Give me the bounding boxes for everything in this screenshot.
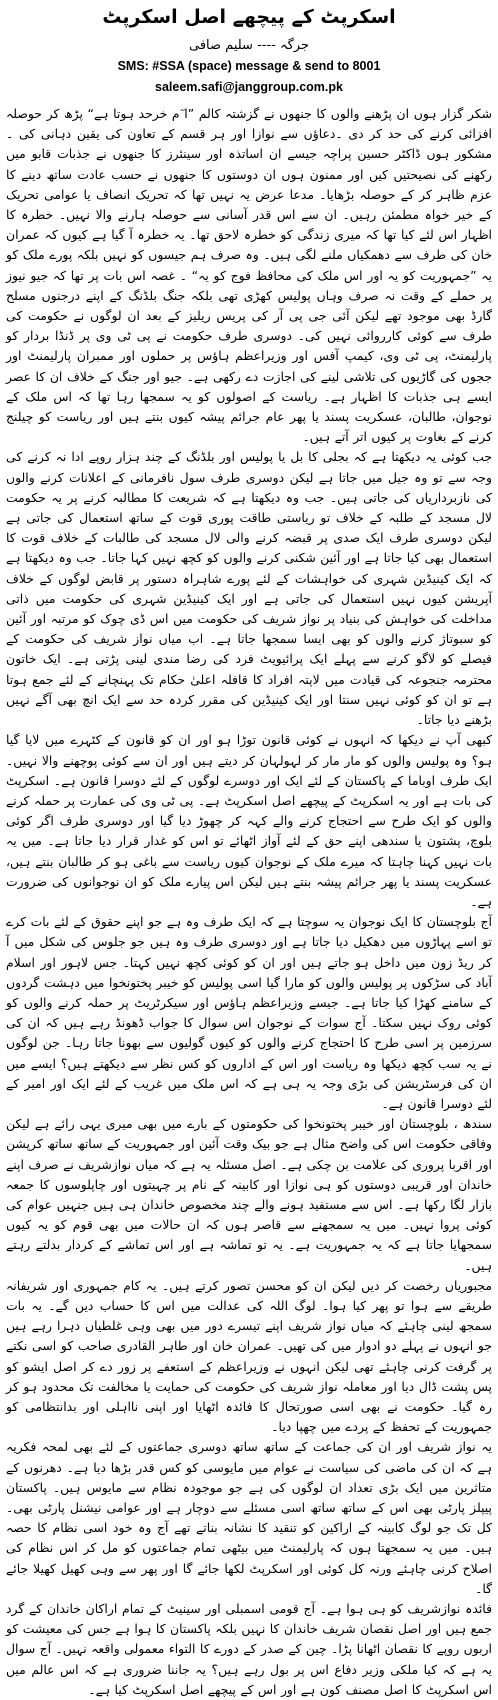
article-paragraph: یہ نواز شریف اور ان کی جماعت کے ساتھ ساتھ دوسری جماعتوں کے لئے بھی لمحہ فکریہ ہے کہ ان کی ماضی کی سیاست نے عوام میں مایوسی کو کس قدر بڑھا دیا ہے۔ دھرنوں کے متاثرین میں ایک بڑی تعداد ان لوگوں کی ہے جو موجودہ نظام سے مایوس ہیں۔ پاکستان پیپلز پارٹی بھی اس کے ساتھ ساتھ اسی مسئلے سے دوچار ہے اور عوامی نیشنل پارٹی بھی۔ کل تک جو لوگ کابینہ کے اراکین کو تنقید کا نشانہ بناتے تھے آج وہ خود اسی نظام کا حصہ ہیں۔ میں یہ سمجھتا ہوں کہ پارلیمنٹ میں بیٹھی تمام جماعتوں کو مل کر اس نظام کی اصلاح کرنی چاہئے ورنہ کل کوئی اور اسکرپٹ لکھا جائے گا اور پھر سے وہی کھیل کھیلا جائے گا۔ — [6, 1439, 492, 1596]
byline-separator: ---- — [257, 38, 276, 53]
article-body — [6, 104, 492, 1697]
article-paragraph: مجبوریاں رخصت کر دیں لیکن ان کو محسن تصور کرتے ہیں۔ یہ کام جمہوری اور شریفانہ طریقے سے ہوا تو پھر کیا ہوا۔ لوگ اللہ کی عدالت میں اس کا حساب دیں گے۔ یہ بات سمجھ لینی چاہئے کہ میاں نواز شریف اپنے تیسرے دور میں بھی وہی غلطیاں دہرا رہے ہیں جو انہوں نے پہلے دو ادوار میں کی تھیں۔ عمران خان اور طاہر القادری صاحب کو اسی نکتے پر گرفت کرنی چاہئے تھی لیکن انہوں نے وزیراعظم کے استعفے پر زور دے کر اصل ایشو کو پس پشت ڈال دیا اور معاملہ نواز شریف کی حکومت کی حمایت یا مخالفت تک محدود ہو کر رہ گیا۔ حکومت نے بھی اسی صورتحال کا فائدہ اٹھایا اور اپنی نااہلی اور بدانتظامی کو جمہوریت کے تحفظ کے پردے میں چھپا دیا۔ — [6, 1277, 492, 1435]
section-label: جرگہ — [279, 38, 309, 53]
article-paragraph: جب کوئی یہ دیکھتا ہے کہ بجلی کا بل یا پولیس اور بلڈنگ کے چند ہزار روپے ادا نہ کرنے کی وجہ سے تو وہ جیل میں جاتا ہے لیکن دوسری طرف سول نافرمانی کے اعلانات کرنے والوں کی نازبرداریاں کی جاتی ہیں۔ جب وہ دیکھتا ہے کہ شریعت کا مطالبہ کرنے پر یہ حکومت لال مسجد کے طلبہ کے خلاف تو ریاستی طاقت پوری قوت کے ساتھ استعمال کی جاتی ہے لیکن دوسری طرف ایک صدی پر قبضہ کرنے والی لال مسجد کی طالبات کے خلاف قوت کا استعمال بھی کیا جاتا ہے اور آئین شکنی کرنے والوں کو کچھ نہیں کہا جاتا۔ جب وہ دیکھتا ہے کہ ایک کینیڈین شہری کی خواہشات کے لئے پورے شاہراہ دستور پر قابض لوگوں کے خلاف آپریشن کیوں نہیں استعمال کی جاتی ہے اور ایک کینیڈین شہری کی حکومت میں ذاتی مداخلت کی خواہش کی بنیاد پر نواز شریف کی حکومت میں اس ڈی چوک کو مرتبہ اور آئین کو سبوتاژ کرنے والوں کو بھی ایسا سمجھا جاتا ہے۔ اب میاں نواز شریف کی حکومت کے فیصلے کو لاگو کرنے سے پہلے ایک پرائیویٹ فرد کی رضا مندی لینی پڑتی ہے۔ ایک خاتون محترمہ جنجوعہ کی قیادت میں لاپتہ افراد کا قافلہ اعلیٰ حکام تک پہنچانے کے لئے جمع ہوتا ہے تو ان کو کوئی نہیں سنتا اور ایک کینیڈین کی مقرر کردہ حد سے ایک انچ بھی آگے نہیں بڑھنے دیا جاتا۔ — [6, 449, 492, 728]
article-paragraph: کبھی آپ نے دیکھا کہ انہوں نے کوئی قانون توڑا ہو اور ان کو قانون کے کٹہرے میں لایا گیا ہو؟ وہ پولیس والوں کو مار مار کر لہولہان کر دیتے ہیں اور ان سے کوئی پوچھنے والا نہیں۔ ایک طرف اوباما کے پاکستان کے لئے ایک اور دوسرے لوگوں کے لئے دوسرا قانون ہے۔ اسکرپٹ کی بات ہے اور یہ اسکرپٹ کے پیچھے اصل اسکرپٹ ہے۔ پی ٹی وی کی عمارت پر حملہ کرنے والوں کو ایک طرح سے احتجاج کرنے والے کہہ کر چھوڑ دیا گیا اور دوسری طرف اگر کوئی بلوچ، پشتون یا سندھی اپنے حق کے لئے آواز اٹھائے تو اس کو غدار قرار دیا جاتا ہے۔ میں یہ بات نہیں کہنا چاہتا کہ میرے ملک کے نوجوان کیوں ریاست سے باغی ہو کر طالبان بنتے ہیں، عسکریت پسند یا پھر جرائم پیشہ بنتے ہیں لیکن اس پیارے ملک کو ان نوجوانوں کی ضرورت ہے۔ — [6, 732, 492, 909]
author-name: سلیم صافی — [188, 38, 253, 53]
article-paragraph: آج بلوچستان کا ایک نوجوان یہ سوچتا ہے کہ ایک طرف وہ ہے جو اپنے حقوق کے لئے بات کرے تو اسے پہاڑوں میں دھکیل دیا جاتا ہے اور دوسری طرف وہ ہیں جو جلوس کی شکل میں آ کر ریڈ زون میں داخل ہو جاتے ہیں اور ان کو کوئی کچھ نہیں کہتا۔ جس لاہور اور اسلام آباد کی سڑکوں پر پولیس والوں کو مارا گیا اسی پولیس کو خیبر پختونخوا میں دہشت گردوں کے سامنے کھڑا کیا جاتا ہے۔ جیسے وزیراعظم ہاؤس اور سیکرٹریٹ پر حملہ کرنے والوں کو کوئی روک نہیں سکتا۔ آج سوات کے نوجوان اس سوال کا جواب ڈھونڈ رہے ہیں کہ ان کی سرزمین پر اسی طرح کا احتجاج کرنے والوں کو کیوں گولیوں سے بھونا جاتا رہا۔ جن لوگوں نے یہ سب کچھ دیکھا وہ ریاست اور اس کے اداروں کو کس نظر سے دیکھتے ہیں؟ ایسے میں ان کی فرسٹریشن کی بڑی وجہ یہ ہی ہے کہ اس ملک میں غریب کے لئے ایک اور امیر کے لئے دوسرا قانون ہے۔ — [6, 914, 492, 1111]
article-paragraph: سندھ ، بلوچستان اور خیبر پختونخوا کی حکومتوں کے بارے میں بھی میری یہی رائے ہے لیکن وفاقی حکومت اس کی واضح مثال ہے جو بیک وقت آئین اور جمہوریت کے ساتھ ساتھ کرپشن اور اقربا پروری کی علامت بن چکی ہے۔ اصل مسئلہ یہ ہے کہ میاں نوازشریف نے صرف اپنے خاندان اور قریبی دوستوں کو ہی نوازا اور کابینہ کے نام پر چہیتوں اور چاپلوسوں کا جمعہ بازار لگا رکھا ہے۔ اس سے مستفید ہونے والے چند مخصوص خاندان ہی ہیں جنہیں عوام کی کوئی پروا نہیں۔ میں یہ سمجھنے سے قاصر ہوں کہ ان حالات میں بھی قوم کو یہ کیوں سمجھایا جاتا ہے کہ یہ جمہوریت ہے۔ یہ تو تماشہ ہے اور اس تماشے کے کردار بدلتے رہتے ہیں۔ — [6, 1116, 492, 1273]
sms-instruction: SMS: #SSA (space) message & send to 8001 — [117, 59, 381, 73]
column-title: اسکرپٹ کے پیچھے اصل اسکرپٹ — [102, 6, 396, 28]
article-paragraph: شکر گزار ہوں ان پڑھنے والوں کا جنھوں نے گزشتہ کالم ”ا ٓم خرحد ہوتا ہے“ پڑھ کر حوصلہ افزائی کرنے کی حد کر دی ۔دعاؤں سے نوازا اور ہر قسم کے تعاون کی یقین دہانی کی ۔ مشکور ہوں ڈاکٹر حسین پراچہ جیسے ان اساتذہ اور سینئرز کا جنھوں نے جذبات قابو میں رکھنے کی نصیحتیں کیں اور ممنون ہوں ان دوستوں کا جنھوں نے حسب عادت ساتھ دینے کا عزم ظاہر کر کے حوصلہ بڑھایا۔ مدعا عرض یہ نہیں تھا کہ تحریک انصاف یا عوامی تحریک کے خیر خواہ مطمئن رہیں۔ ان سے اس قدر آسانی سے حوصلہ ہارنے والا نہیں۔ خطرہ کا اظہار اس لئے کیا تھا کہ میری زندگی کو خطرہ لاحق تھا۔ یہ خطرہ آ گیا ہے کیوں کہ عمران خان کی طرف سے دھمکیاں ملنے لگی ہیں۔ وہ صرف ہم جیسوں کو نہیں بلکہ پورے ملک کو یہ ”جمہوریت کو یہ اور اس ملک کی محافظ فوج کو یہ“ ۔ غصہ اس بات پر تھا کہ جیو نیوز پر حملے کے وقت نہ صرف وہاں پولیس کھڑی تھی بلکہ جنگ بلڈنگ کے اپنے درجنوں مسلح گارڈ بھی موجود تھے لیکن آئی جی پی آر کی پریس ریلیز کے بعد ان لوگوں نے حکومت کی طرف سے کوئی کارروائی نہیں کی۔ دوسری طرف حکومت نے پی ٹی وی پر ڈنڈا بردار کو پارلیمنٹ، پی ٹی وی، کیمپ آفس اور وزیراعظم ہاؤس پر حملوں اور ممبران پارلیمنٹ اور ججوں کی گاڑیوں کی تلاشی لینے کی اجازت دے رکھی ہے۔ جیو اور جنگ کے خلاف ان کا عصر ایسے ہی جذبات کا اظہار ہے۔ ریاست کے اصولوں کو یہ سمجھا رہا تھا کہ اس ملک کے نوجوان، طالبان، عسکریت پسند یا پھر عام جرائم پیشہ کیوں بنتے ہیں اور ریاست کو چیلنج کرنے کے بغاوت پر کیوں اتر آتے ہیں۔ — [6, 106, 492, 445]
byline — [6, 36, 492, 56]
article-paragraph: فائدہ نوازشریف کو ہی ہوا ہے۔ آج قومی اسمبلی اور سینیٹ کے تمام اراکان خاندان کے گرد جمع ہیں اور اصل نقصان شریف خاندان کا نہیں بلکہ پاکستان کا ہوا ہے جس کی معیشت کو اربوں روپے کا نقصان اٹھانا پڑا۔ چین کے صدر کے دورے کا التواء معمولی واقعہ نہیں۔ آج سوال یہ ہے کہ کیا ملکی وزیر دفاع اس پر بول رہے ہیں؟ یہ جاننا ضروری ہے کہ اس عالم میں اس اسکرپٹ کا اصل مصنف کون ہے اور اس کے پیچھے اصل اسکرپٹ کیا ہے۔ — [6, 1601, 492, 1697]
author-email: saleem.safi@janggroup.com.pk — [155, 80, 343, 94]
